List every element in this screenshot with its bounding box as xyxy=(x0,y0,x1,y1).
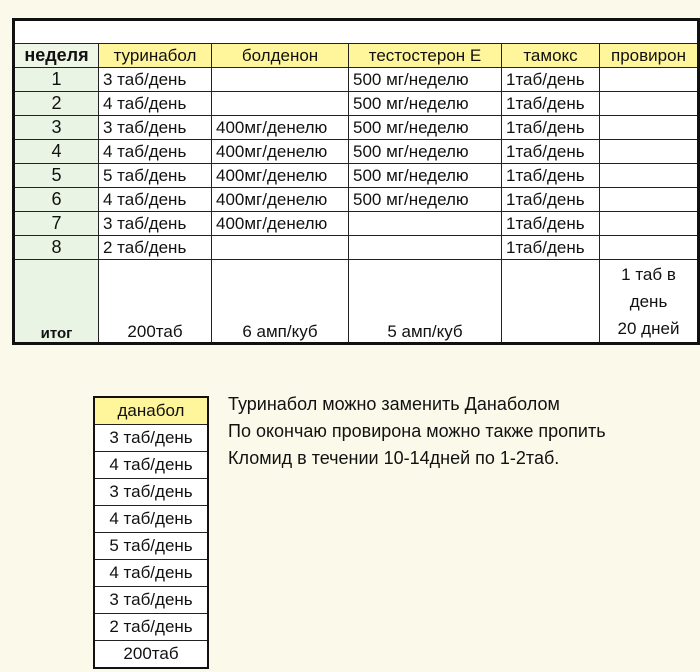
table-cell: 4 xyxy=(14,140,99,164)
proviron-line: 20 дней xyxy=(617,319,680,338)
table-cell: 8 xyxy=(14,236,99,260)
table-cell xyxy=(212,236,349,260)
header-week: неделя xyxy=(14,44,99,68)
header-boldenon: болденон xyxy=(212,44,349,68)
table-cell: 500 мг/неделю xyxy=(349,68,502,92)
notes xyxy=(228,391,606,472)
table-cell xyxy=(349,236,502,260)
table-row xyxy=(94,452,208,479)
table-cell: 6 xyxy=(14,188,99,212)
table-cell: 3 таб/день xyxy=(94,587,208,614)
table-row xyxy=(94,479,208,506)
table-cell: 1таб/день xyxy=(502,212,600,236)
table-cell: 2 таб/день xyxy=(99,236,212,260)
table-cell xyxy=(600,212,699,236)
table-cell: 5 xyxy=(14,164,99,188)
total-turinabol: 200таб xyxy=(99,260,212,344)
note-line: По окончаю провирона можно также пропить xyxy=(228,421,606,441)
table-row xyxy=(94,506,208,533)
table-cell: 5 таб/день xyxy=(99,164,212,188)
table-row xyxy=(14,188,699,212)
table-cell: 3 таб/день xyxy=(99,68,212,92)
table-cell: 400мг/денелю xyxy=(212,164,349,188)
table-cell xyxy=(600,92,699,116)
table-cell: 4 таб/день xyxy=(94,560,208,587)
table-cell xyxy=(600,116,699,140)
header-danabol: данабол xyxy=(94,397,208,425)
table-cell: 400мг/денелю xyxy=(212,212,349,236)
table-cell: 500 мг/неделю xyxy=(349,116,502,140)
table-cell xyxy=(600,236,699,260)
table-cell: 3 таб/день xyxy=(94,479,208,506)
table-row xyxy=(14,164,699,188)
total-testosterone: 5 амп/куб xyxy=(349,260,502,344)
total-proviron xyxy=(600,260,699,344)
table-cell: 3 таб/день xyxy=(99,116,212,140)
table-row xyxy=(14,236,699,260)
note-line: Кломид в течении 10-14дней по 1-2таб. xyxy=(228,448,560,468)
total-tamox xyxy=(502,260,600,344)
table-row xyxy=(94,425,208,452)
table-cell: 1таб/день xyxy=(502,140,600,164)
table-cell: 400мг/денелю xyxy=(212,116,349,140)
table-cell: 2 xyxy=(14,92,99,116)
header-proviron: провирон xyxy=(600,44,699,68)
table-cell: 500 мг/неделю xyxy=(349,92,502,116)
table-cell: 3 таб/день xyxy=(99,212,212,236)
table-cell xyxy=(600,188,699,212)
table-cell: 500 мг/неделю xyxy=(349,140,502,164)
note-line: Туринабол можно заменить Данаболом xyxy=(228,394,560,414)
table-cell xyxy=(600,140,699,164)
table-cell: 4 таб/день xyxy=(99,140,212,164)
cycle-table xyxy=(12,18,700,345)
table-cell: 2 таб/день xyxy=(94,614,208,641)
table-cell: 1таб/день xyxy=(502,164,600,188)
table-row xyxy=(94,560,208,587)
total-boldenon: 6 амп/куб xyxy=(212,260,349,344)
table-cell: 500 мг/неделю xyxy=(349,164,502,188)
table-cell xyxy=(349,212,502,236)
table-row xyxy=(94,614,208,641)
table-cell: 400мг/денелю xyxy=(212,188,349,212)
table-row xyxy=(94,533,208,560)
header-tamox: тамокс xyxy=(502,44,600,68)
danabol-table xyxy=(93,396,209,669)
table-cell xyxy=(212,92,349,116)
table-cell xyxy=(212,68,349,92)
table-row xyxy=(14,116,699,140)
header-turinabol: туринабол xyxy=(99,44,212,68)
table-cell: 4 таб/день xyxy=(99,188,212,212)
header-testosterone: тестостерон Е xyxy=(349,44,502,68)
blank-top-row xyxy=(14,20,699,44)
proviron-line: 1 таб в xyxy=(621,265,676,284)
table-cell xyxy=(600,164,699,188)
table-cell: 4 таб/день xyxy=(99,92,212,116)
total-label: итог xyxy=(14,260,99,344)
table-cell: 7 xyxy=(14,212,99,236)
table-cell: 4 таб/день xyxy=(94,506,208,533)
table-cell: 3 xyxy=(14,116,99,140)
header-row xyxy=(14,44,699,68)
table-cell: 1таб/день xyxy=(502,236,600,260)
total-row xyxy=(14,260,699,344)
table-row xyxy=(94,587,208,614)
proviron-line: день xyxy=(629,292,668,311)
table-cell: 400мг/денелю xyxy=(212,140,349,164)
table-cell: 5 таб/день xyxy=(94,533,208,560)
table-row xyxy=(14,92,699,116)
table-row xyxy=(14,140,699,164)
table-cell: 1таб/день xyxy=(502,116,600,140)
table-row xyxy=(94,641,208,669)
table-cell: 3 таб/день xyxy=(94,425,208,452)
table-cell: 500 мг/неделю xyxy=(349,188,502,212)
table-cell: 1таб/день xyxy=(502,188,600,212)
table-row xyxy=(14,68,699,92)
table-row xyxy=(14,212,699,236)
table-cell: 1таб/день xyxy=(502,92,600,116)
table-cell: 1 xyxy=(14,68,99,92)
table-cell xyxy=(600,68,699,92)
table-cell: 4 таб/день xyxy=(94,452,208,479)
table-cell: 1таб/день xyxy=(502,68,600,92)
table-cell: 200таб xyxy=(94,641,208,669)
